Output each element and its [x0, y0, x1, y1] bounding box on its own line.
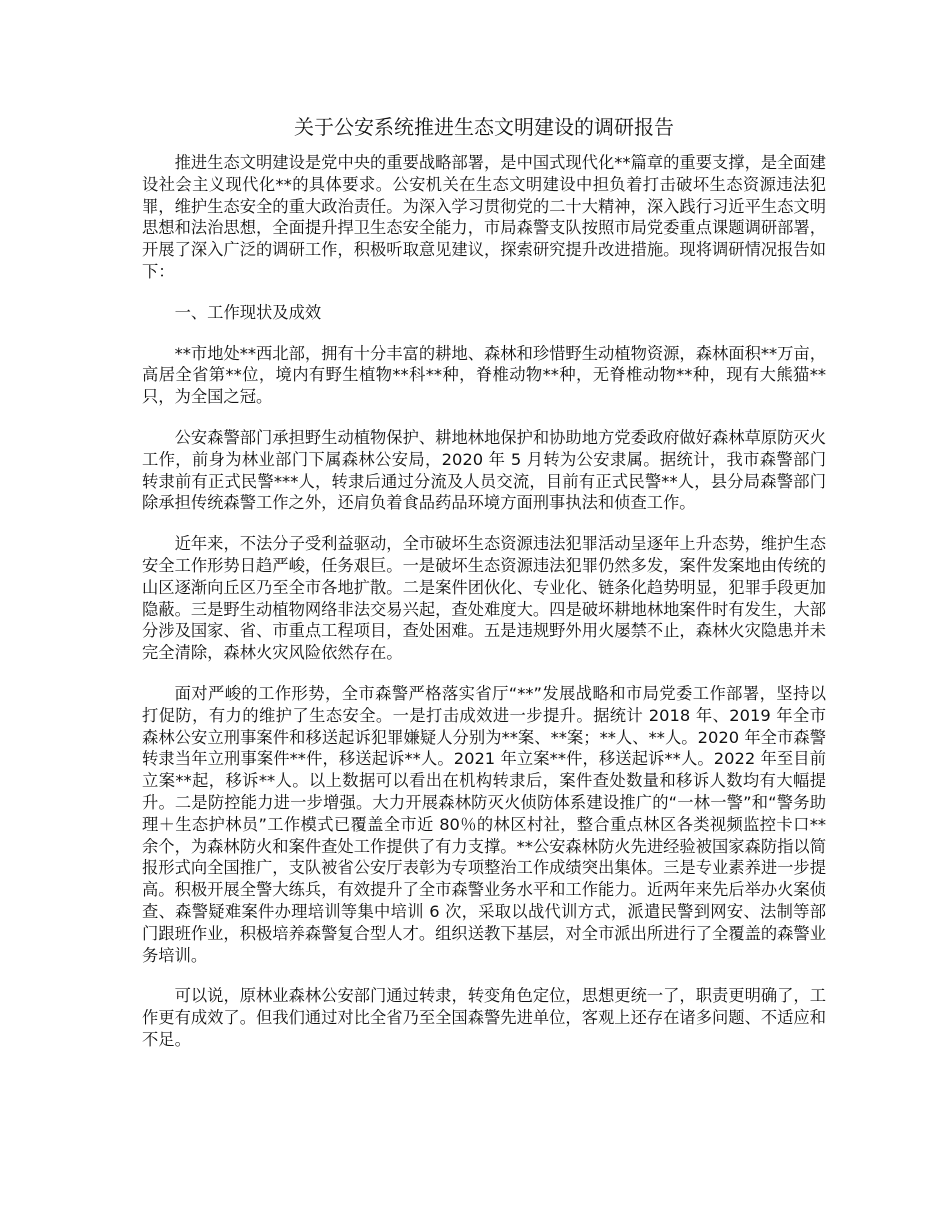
- paragraph-summary: 可以说，原林业森林公安部门通过转隶，转变角色定位，思想更统一了，职责更明确了，工作更有成效了。但我们通过对比全省乃至全国森警先进单位，客观上还存在诸多问题、不适应和不足。: [142, 986, 826, 1049]
- document-page: [142, 112, 826, 1070]
- paragraph-achievements: 面对严峻的工作形势，全市森警严格落实省厅“**”发展战略和市局党委工作部署，坚持以打促防，有力的维护了生态安全。一是打击成效进一步提升。据统计 2018 年、2019 年全市森林公安立刑事案件和移送起诉犯罪嫌疑人分别为**案、**案；**人、**人。2020 年全市森警转隶当年立刑事案件**件，移送起诉**人。2021 年立案**件，移送起诉**人。2022 年至目前立案**起，移诉**人。以上数据可以看出在机构转隶后，案件查处数量和移诉人数均有大幅提升。二是防控能力进一步增强。大力开展森林防灭火侦防体系建设推广的“一林一警”和“警务助理＋生态护林员”工作模式已覆盖全市近 80％的林区村社，整合重点林区各类视频监控卡口**余个，为森林防火和案件查处工作提供了有力支撑。**公安森林防火先进经验被国家森防指以简报形式向全国推广，支队被省公安厅表彰为专项整治工作成绩突出集体。三是专业素养进一步提高。积极开展全警大练兵，有效提升了全市森警业务水平和工作能力。近两年来先后举办火案侦查、森警疑难案件办理培训等集中培训 6 次，采取以战代训方式，派遣民警到网安、法制等部门跟班作业，积极培养森警复合型人才。组织送教下基层，对全市派出所进行了全覆盖的森警业务培训。: [142, 683, 826, 965]
- paragraph-forest-police: 公安森警部门承担野生动植物保护、耕地林地保护和协助地方党委政府做好森林草原防灭火工作，前身为林业部门下属森林公安局，2020 年 5 月转为公安隶属。据统计，我市森警部门转隶前有正式民警***人，转隶后通过分流及人员交流，目前有正式民警**人，县分局森警部门除承担传统森警工作之外，还肩负着食品药品环境方面刑事执法和侦查工作。: [142, 427, 826, 513]
- document-title: 关于公安系统推进生态文明建设的调研报告: [294, 115, 674, 139]
- paragraph-resources: **市地处**西北部，拥有十分丰富的耕地、森林和珍惜野生动植物资源，森林面积**万亩，高居全省第**位，境内有野生植物**科**种，脊椎动物**种，无脊椎动物**种，现有大熊猫**只，为全国之冠。: [142, 343, 826, 407]
- intro-paragraph: 推进生态文明建设是党中央的重要战略部署，是中国式现代化**篇章的重要支撑，是全面建设社会主义现代化**的具体要求。公安机关在生态文明建设中担负着打击破坏生态资源违法犯罪，维护生态安全的重大政治责任。为深入学习贯彻党的二十大精神，深入践行习近平生态文明思想和法治思想，全面提升捍卫生态安全能力，市局森警支队按照市局党委重点课题调研部署，开展了深入广泛的调研工作，积极听取意见建议，探索研究提升改进措施。现将调研情况报告如下：: [142, 153, 826, 281]
- section-heading: 一、工作现状及成效: [174, 302, 322, 322]
- paragraph-situation: 近年来，不法分子受利益驱动，全市破坏生态资源违法犯罪活动呈逐年上升态势，维护生态安全工作形势日趋严峻，任务艰巨。一是破坏生态资源违法犯罪仍然多发，案件发案地由传统的山区逐渐向丘区乃至全市各地扩散。二是案件团伙化、专业化、链条化趋势明显，犯罪手段更加隐蔽。三是野生动植物网络非法交易兴起，查处难度大。四是破坏耕地林地案件时有发生，大部分涉及国家、省、市重点工程项目，查处困难。五是违规野外用火屡禁不止，森林火灾隐患并未完全清除，森林火灾风险依然存在。: [142, 534, 826, 663]
